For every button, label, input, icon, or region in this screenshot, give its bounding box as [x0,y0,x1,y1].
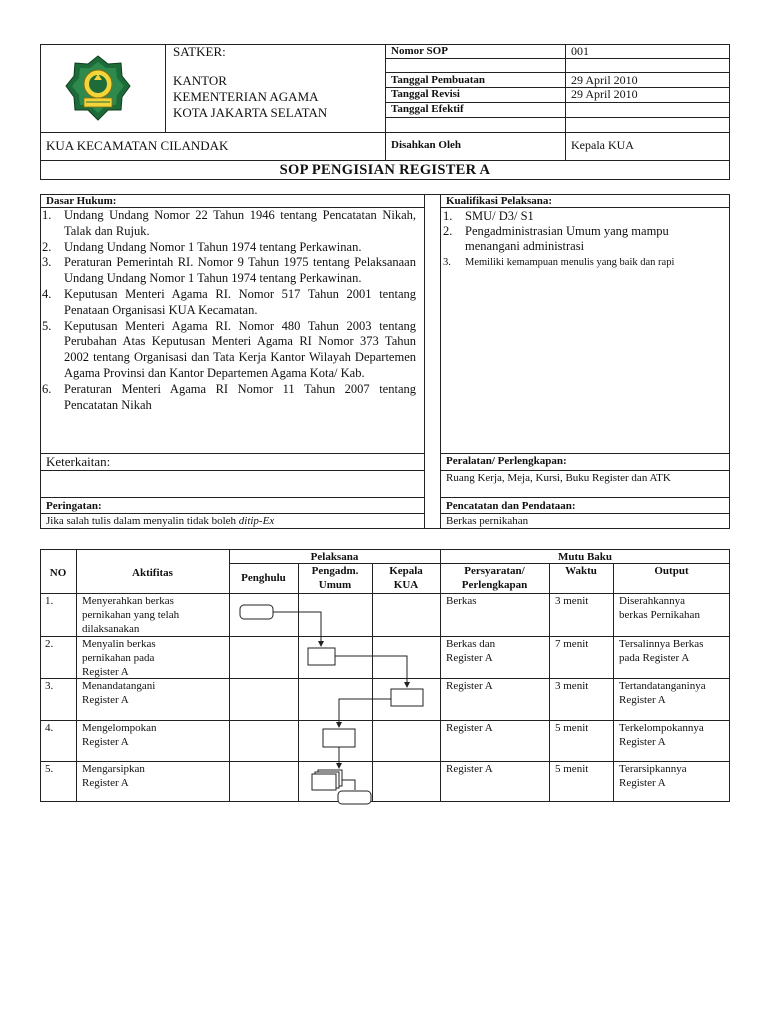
table-row-output: Diserahkannya berkas Pernikahan [619,595,700,621]
list-item: 5. Keputusan Menteri Agama RI. Nomor 480 Tahun 2003 tentang Perubahan Atas Keputusan Menteri Agama RI Nomor 373 Tahun 2002 tentang Organisasi dan Tata Kerja Kantor Wilayah Departemen Agama Provinsi dan Kantor Departemen Agama Kota/ Kab. [42,318,416,380]
table-row-waktu: 5 menit [555,763,589,775]
table-row-no: 2. [45,638,54,650]
flow-connector [342,780,355,790]
flow-end-terminator [338,791,371,804]
table-row-persyaratan: Berkas [446,595,477,607]
field-disahkan-label: Disahkan Oleh [391,139,461,151]
table-row-waktu: 3 menit [555,680,589,692]
dasar-hukum-label: Dasar Hukum: [46,195,117,207]
table-row-aktifitas: Menyalin berkas pernikahan pada Register A [82,638,156,678]
peralatan-label: Peralatan/ Perlengkapan: [446,455,567,467]
list-item: 3. Memiliki kemampuan menulis yang baik dan rapi [443,257,675,268]
field-nomor-sop-value: 001 [571,44,589,58]
table-row-no: 3. [45,680,54,692]
list-item: 1. SMU/ D3/ S1 [443,209,534,223]
table-row-output: Terkelompokannya Register A [619,722,704,748]
th-persyaratan: Persyaratan/ Perlengkapan [461,565,528,591]
list-item: 6. Peraturan Menteri Agama RI Nomor 11 Tahun 2007 tentang Pencatatan Nikah [42,381,416,412]
table-row-waktu: 5 menit [555,722,589,734]
th-waktu: Waktu [565,565,597,577]
list-item: 4. Keputusan Menteri Agama RI. Nomor 517 Tahun 2001 tentang Penataan Organisasi KUA Kecamatan. [42,286,416,317]
office-line-2: KEMENTERIAN AGAMA [173,89,319,104]
th-pengadm: Pengadm. Umum [311,565,359,591]
flow-connector [335,656,407,687]
list-item: 1. Undang Undang Nomor 22 Tahun 1946 tentang Pencatatan Nikah, Talak dan Rujuk. [42,208,416,238]
field-tgl-pembuatan-value: 29 April 2010 [571,73,638,87]
table-row-aktifitas: Menandatangani Register A [82,680,156,706]
flow-process-salin [308,648,335,665]
th-mutu-baku: Mutu Baku [557,551,613,563]
satker-label: SATKER: [173,44,226,59]
peringatan-label: Peringatan: [46,500,102,512]
field-tgl-revisi-label: Tanggal Revisi [391,88,460,100]
th-output: Output [654,565,689,577]
field-tgl-revisi-value: 29 April 2010 [571,87,638,101]
table-row-aktifitas: Mengelompokan Register A [82,722,157,748]
th-pelaksana: Pelaksana [310,551,359,563]
th-no: NO [49,567,67,579]
pencatatan-value: Berkas pernikahan [446,515,529,527]
kualifikasi-label: Kualifikasi Pelaksana: [446,195,553,207]
field-nomor-sop-label: Nomor SOP [391,45,448,57]
table-row-output: Tertandatanganinya Register A [619,680,706,706]
table-row-persyaratan: Register A [446,680,493,692]
pencatatan-label: Pencatatan dan Pendataan: [446,500,576,512]
peralatan-value: Ruang Kerja, Meja, Kursi, Buku Register dan ATK [446,472,671,484]
table-row-output: Tersalinnya Berkas pada Register A [619,638,704,664]
keterkaitan-label: Keterkaitan: [46,454,111,469]
table-row-persyaratan: Berkas dan Register A [446,638,496,664]
flow-archive-documents [312,774,336,790]
field-disahkan-value: Kepala KUA [571,138,634,152]
list-item: 2. Pengadministrasian Umum yang mampu menangani administrasi [443,224,669,253]
table-row-aktifitas: Menyerahkan berkas pernikahan yang telah dilaksanakan [82,595,180,635]
table-row-persyaratan: Register A [446,763,493,775]
th-kepala-kua: Kepala KUA [389,565,423,591]
table-row-no: 1. [45,595,54,607]
field-tgl-efektif-label: Tanggal Efektif [391,103,464,115]
table-row-no: 5. [45,763,54,775]
field-tgl-pembuatan-label: Tanggal Pembuatan [391,74,486,86]
table-row-aktifitas: Mengarsipkan Register A [82,763,145,789]
flow-process-tandatangan [391,689,423,706]
office-line-3: KOTA JAKARTA SELATAN [173,105,328,120]
table-row-no: 4. [45,722,54,734]
unit-name: KUA KECAMATAN CILANDAK [46,138,229,153]
th-aktifitas: Aktifitas [132,567,173,579]
table-row-output: Terarsipkannya Register A [619,763,687,789]
flow-start-terminator [240,605,273,619]
flow-connector [273,612,321,646]
flow-connector [339,699,391,727]
list-item: 3. Peraturan Pemerintah RI. Nomor 9 Tahun 1975 tentang Pelaksanaan Undang Undang Nomor 1 Tahun 1974 tentang Perkawinan. [42,255,416,286]
list-item: 2. Undang Undang Nomor 1 Tahun 1974 tentang Perkawinan. [42,239,362,254]
th-penghulu: Penghulu [241,572,286,584]
page-title: SOP PENGISIAN REGISTER A [279,162,491,178]
flow-process-kelompok [323,729,355,747]
peringatan-value: Jika salah tulis dalam menyalin tidak boleh ditip-Ex [46,515,275,527]
table-row-waktu: 7 menit [555,638,589,650]
table-row-persyaratan: Register A [446,722,493,734]
table-row-waktu: 3 menit [555,595,589,607]
office-line-1: KANTOR [173,73,227,88]
